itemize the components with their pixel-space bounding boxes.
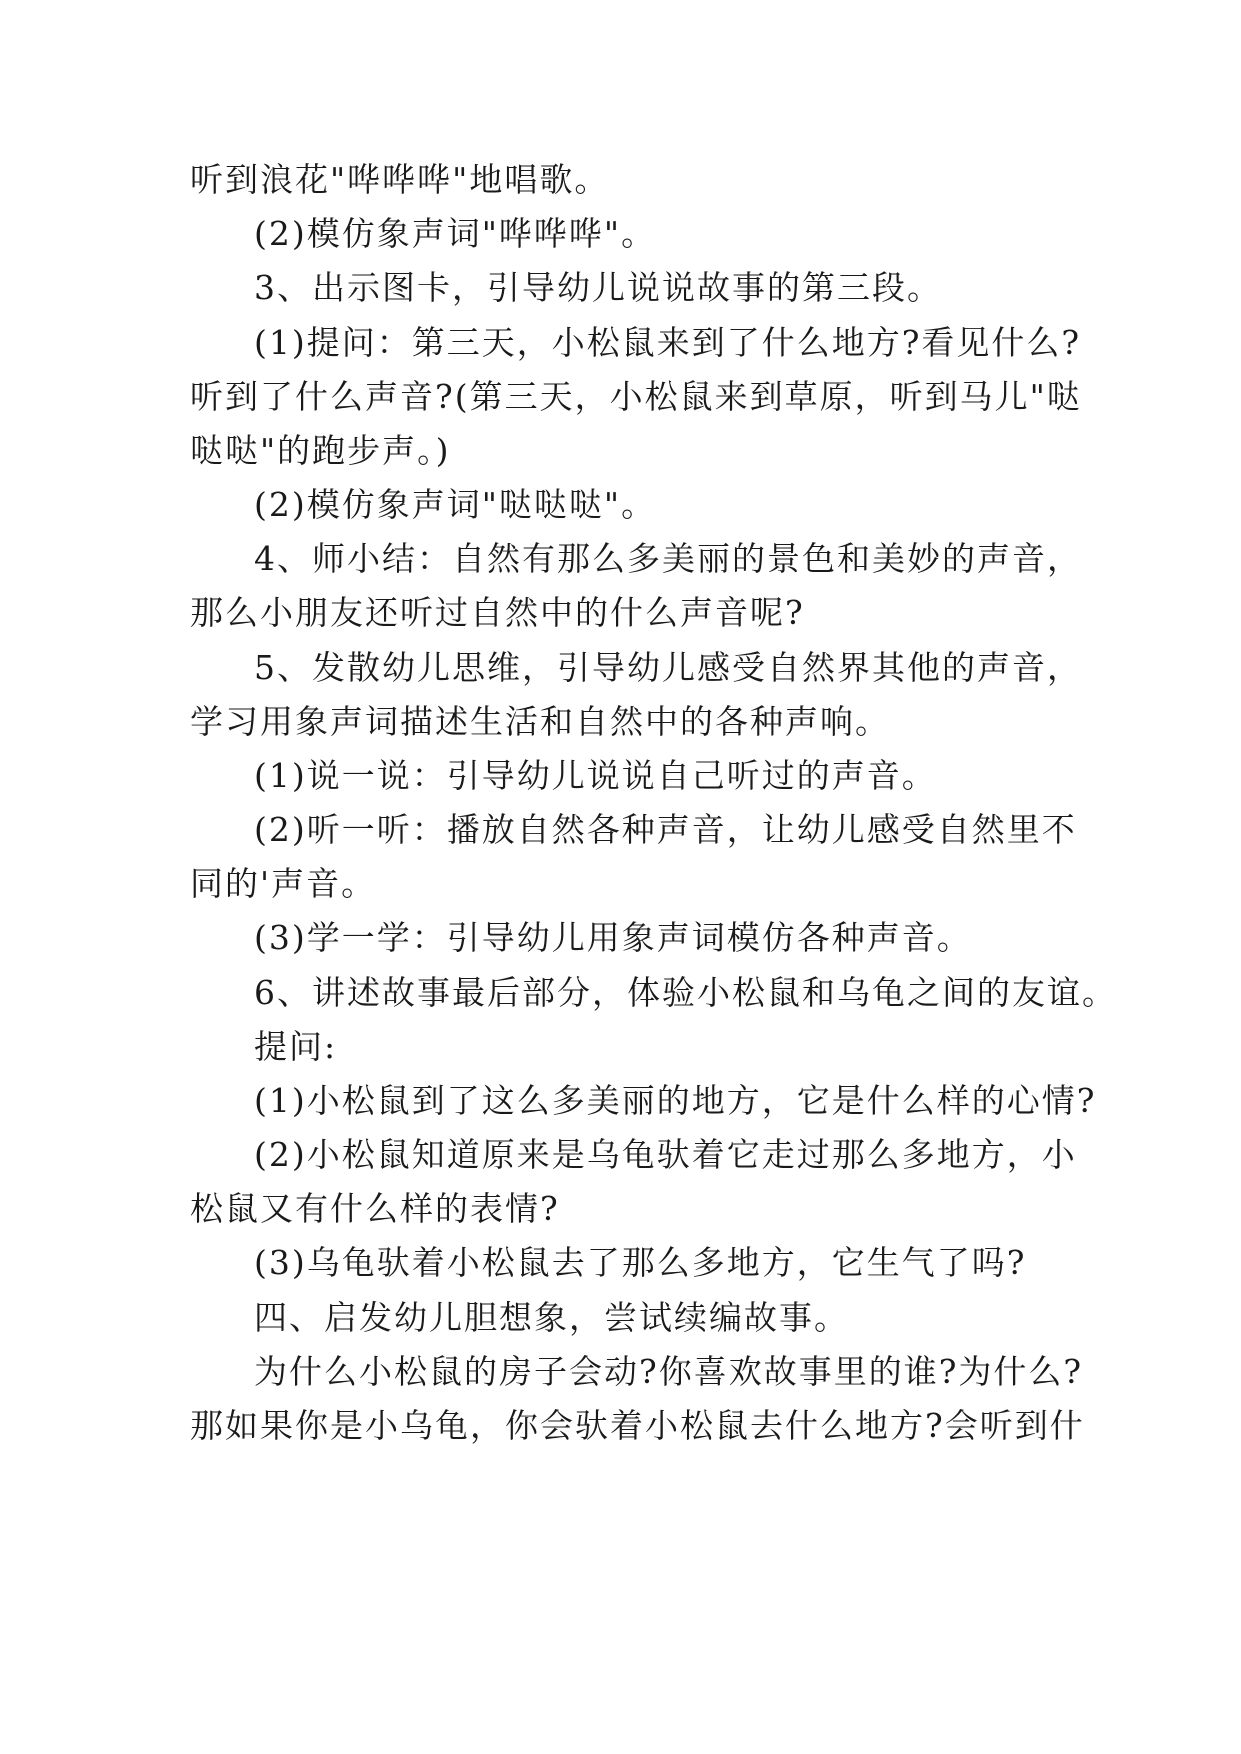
text-line: 学习用象声词描述生活和自然中的各种声响。 — [190, 702, 890, 741]
text-line: 那如果你是小乌龟，你会驮着小松鼠去什么地方?会听到什 — [190, 1406, 1085, 1445]
text-line: 5、发散幼儿思维，引导幼儿感受自然界其他的声音， — [254, 648, 1082, 687]
text-line: (2)模仿象声词"哒哒哒"。 — [254, 485, 657, 524]
text-line: 3、出示图卡，引导幼儿说说故事的第三段。 — [254, 268, 942, 307]
text-line: 四、启发幼儿胆想象，尝试续编故事。 — [254, 1298, 849, 1337]
text-line: (3)学一学：引导幼儿用象声词模仿各种声音。 — [254, 918, 972, 957]
text-line: 4、师小结：自然有那么多美丽的景色和美妙的声音， — [254, 539, 1082, 578]
text-line: 同的'声音。 — [190, 864, 377, 903]
text-line: (1)说一说：引导幼儿说说自己听过的声音。 — [254, 756, 937, 795]
text-line: 那么小朋友还听过自然中的什么声音呢? — [190, 593, 805, 632]
text-line: 听到浪花"哗哗哗"地唱歌。 — [190, 160, 610, 199]
text-line: (3)乌龟驮着小松鼠去了那么多地方，它生气了吗? — [254, 1243, 1027, 1282]
text-line: 听到了什么声音?(第三天，小松鼠来到草原，听到马儿"哒 — [190, 377, 1082, 416]
text-line: 松鼠又有什么样的表情? — [190, 1189, 560, 1228]
text-line: (2)听一听：播放自然各种声音，让幼儿感受自然里不 — [254, 810, 1077, 849]
text-line: (2)小松鼠知道原来是乌龟驮着它走过那么多地方，小 — [254, 1135, 1077, 1174]
text-line: (1)小松鼠到了这么多美丽的地方，它是什么样的心情? — [254, 1081, 1097, 1120]
text-line: 为什么小松鼠的房子会动?你喜欢故事里的谁?为什么? — [254, 1352, 1084, 1391]
text-line: (1)提问：第三天，小松鼠来到了什么地方?看见什么? — [254, 323, 1082, 362]
text-line: (2)模仿象声词"哗哗哗"。 — [254, 214, 657, 253]
text-line: 提问: — [254, 1027, 338, 1066]
text-line: 哒哒"的跑步声。) — [190, 431, 451, 470]
text-line: 6、讲述故事最后部分，体验小松鼠和乌龟之间的友谊。 — [254, 973, 1117, 1012]
